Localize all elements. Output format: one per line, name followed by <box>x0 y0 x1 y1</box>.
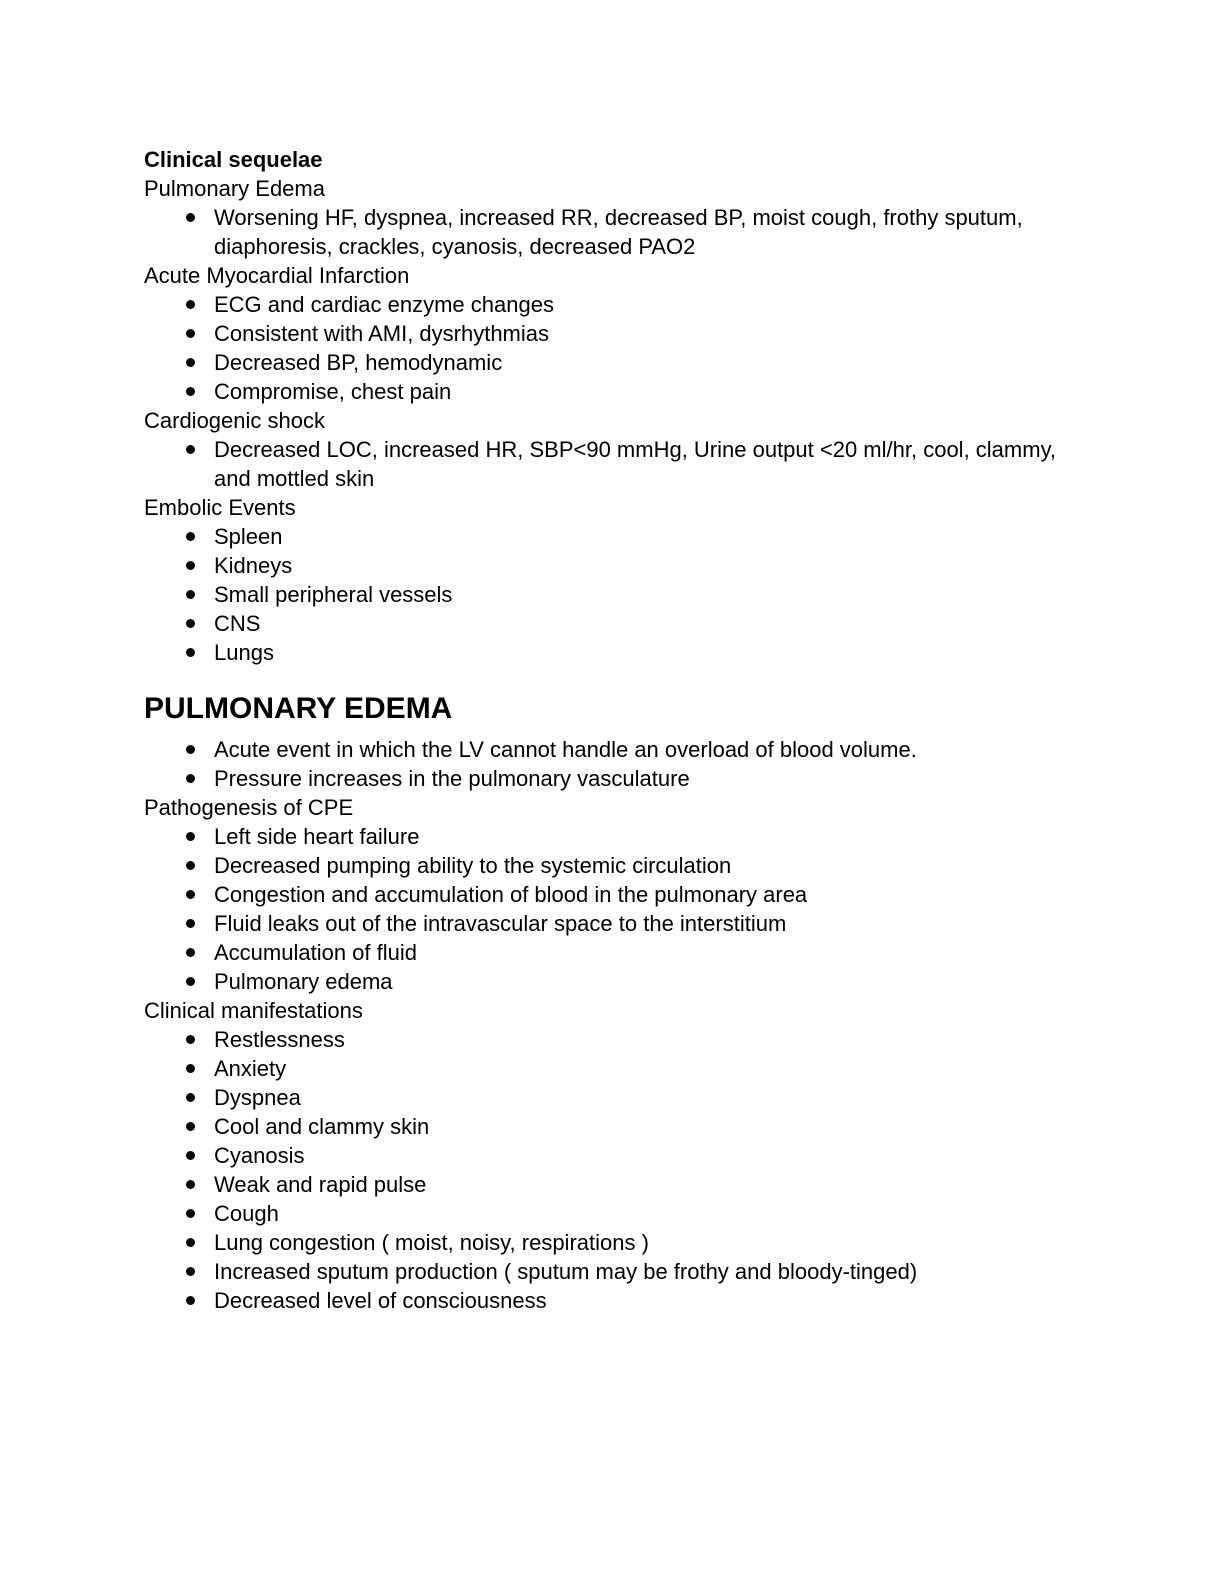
bullet-item-text: Worsening HF, dyspnea, increased RR, decreased BP, moist cough, frothy sputum, diaphoresis, crackles, cyanosis, decreased PAO2 <box>214 205 1023 259</box>
bullet-dot-icon <box>186 1267 195 1276</box>
bullet-item <box>214 319 1080 348</box>
bullet-item <box>214 1141 1080 1170</box>
bullet-item <box>214 1286 1080 1315</box>
bullet-item-text: Anxiety <box>214 1056 287 1081</box>
bullet-item-text: Decreased LOC, increased HR, SBP<90 mmHg, Urine output <20 ml/hr, cool, clammy, and mottled skin <box>214 437 1057 491</box>
bullet-item <box>214 377 1080 406</box>
bullet-item-text: Accumulation of fluid <box>214 940 417 965</box>
bullet-item-text: Decreased pumping ability to the systemic circulation <box>214 853 732 878</box>
bullet-dot-icon <box>186 919 195 928</box>
bullet-dot-icon <box>186 532 195 541</box>
section-label: Embolic Events <box>144 495 296 520</box>
bullet-item-text: Lungs <box>214 640 274 665</box>
bullet-item-text: Pulmonary edema <box>214 969 393 994</box>
bullet-item-text: Decreased BP, hemodynamic <box>214 350 503 375</box>
bullet-item-text: Acute event in which the LV cannot handle an overload of blood volume. <box>214 737 917 762</box>
bullet-dot-icon <box>186 1209 195 1218</box>
bullet-item-text: Dyspnea <box>214 1085 301 1110</box>
bullet-item <box>214 735 1080 764</box>
bullet-item-text: Fluid leaks out of the intravascular space to the interstitium <box>214 911 787 936</box>
bullet-dot-icon <box>186 358 195 367</box>
bullet-dot-icon <box>186 977 195 986</box>
bullet-item <box>214 203 1080 261</box>
bullet-item <box>214 1025 1080 1054</box>
bullet-item-text: Cough <box>214 1201 279 1226</box>
bullet-item-text: Restlessness <box>214 1027 345 1052</box>
bullet-item <box>214 522 1080 551</box>
bullet-item-text: Increased sputum production ( sputum may be frothy and bloody-tinged) <box>214 1259 918 1284</box>
bullet-item <box>214 967 1080 996</box>
bullet-item-text: CNS <box>214 611 261 636</box>
section-label: Cardiogenic shock <box>144 408 325 433</box>
bullet-item <box>214 909 1080 938</box>
bullet-item <box>214 1112 1080 1141</box>
bullet-item <box>214 1054 1080 1083</box>
bullet-dot-icon <box>186 1296 195 1305</box>
bullet-item-text: Compromise, chest pain <box>214 379 452 404</box>
bullet-item-text: Small peripheral vessels <box>214 582 453 607</box>
bullet-dot-icon <box>186 590 195 599</box>
bullet-list <box>144 435 1080 493</box>
bullet-dot-icon <box>186 445 195 454</box>
bullet-dot-icon <box>186 774 195 783</box>
bullet-dot-icon <box>186 832 195 841</box>
bullet-item-text: Weak and rapid pulse <box>214 1172 427 1197</box>
bullet-item-text: Kidneys <box>214 553 293 578</box>
bullet-dot-icon <box>186 1093 195 1102</box>
bullet-item <box>214 822 1080 851</box>
bullet-item <box>214 764 1080 793</box>
bullet-item-text: Consistent with AMI, dysrhythmias <box>214 321 550 346</box>
bullet-dot-icon <box>186 890 195 899</box>
bullet-item-text: ECG and cardiac enzyme changes <box>214 292 554 317</box>
bullet-item-text: Spleen <box>214 524 283 549</box>
bullet-item <box>214 1083 1080 1112</box>
bullet-item-text: Pressure increases in the pulmonary vasculature <box>214 766 690 791</box>
bullet-item <box>214 609 1080 638</box>
bullet-item-text: Left side heart failure <box>214 824 420 849</box>
bullet-item <box>214 551 1080 580</box>
bullet-item-text: Cool and clammy skin <box>214 1114 430 1139</box>
bullet-list <box>144 290 1080 406</box>
bullet-dot-icon <box>186 1238 195 1247</box>
bullet-dot-icon <box>186 1122 195 1131</box>
bullet-dot-icon <box>186 1151 195 1160</box>
bullet-dot-icon <box>186 213 195 222</box>
bullet-dot-icon <box>186 619 195 628</box>
bullet-item-text: Lung congestion ( moist, noisy, respirations ) <box>214 1230 649 1255</box>
bullet-dot-icon <box>186 1064 195 1073</box>
section-label: Clinical manifestations <box>144 998 363 1023</box>
bullet-list <box>144 822 1080 996</box>
bullet-dot-icon <box>186 1180 195 1189</box>
bullet-item <box>214 638 1080 667</box>
bullet-dot-icon <box>186 329 195 338</box>
bullet-item-text: Decreased level of consciousness <box>214 1288 547 1313</box>
section-label: Acute Myocardial Infarction <box>144 263 410 288</box>
bullet-item <box>214 1170 1080 1199</box>
bullet-dot-icon <box>186 648 195 657</box>
bullet-item <box>214 1199 1080 1228</box>
section-title: Clinical sequelae <box>144 147 323 172</box>
bullet-list <box>144 735 1080 793</box>
bullet-list <box>144 1025 1080 1315</box>
bullet-item <box>214 290 1080 319</box>
bullet-item <box>214 348 1080 377</box>
bullet-dot-icon <box>186 561 195 570</box>
section-label: Pathogenesis of CPE <box>144 795 354 820</box>
bullet-item <box>214 880 1080 909</box>
bullet-dot-icon <box>186 387 195 396</box>
bullet-item <box>214 580 1080 609</box>
bullet-dot-icon <box>186 1035 195 1044</box>
bullet-item-text: Congestion and accumulation of blood in the pulmonary area <box>214 882 808 907</box>
bullet-item <box>214 938 1080 967</box>
section-label: Pulmonary Edema <box>144 176 325 201</box>
bullet-dot-icon <box>186 745 195 754</box>
bullet-item <box>214 1257 1080 1286</box>
bullet-item <box>214 851 1080 880</box>
bullet-item <box>214 1228 1080 1257</box>
bullet-dot-icon <box>186 300 195 309</box>
bullet-list <box>144 203 1080 261</box>
bullet-list <box>144 522 1080 667</box>
bullet-dot-icon <box>186 861 195 870</box>
bullet-item <box>214 435 1080 493</box>
section-heading: PULMONARY EDEMA <box>144 692 453 725</box>
bullet-dot-icon <box>186 948 195 957</box>
bullet-item-text: Cyanosis <box>214 1143 305 1168</box>
